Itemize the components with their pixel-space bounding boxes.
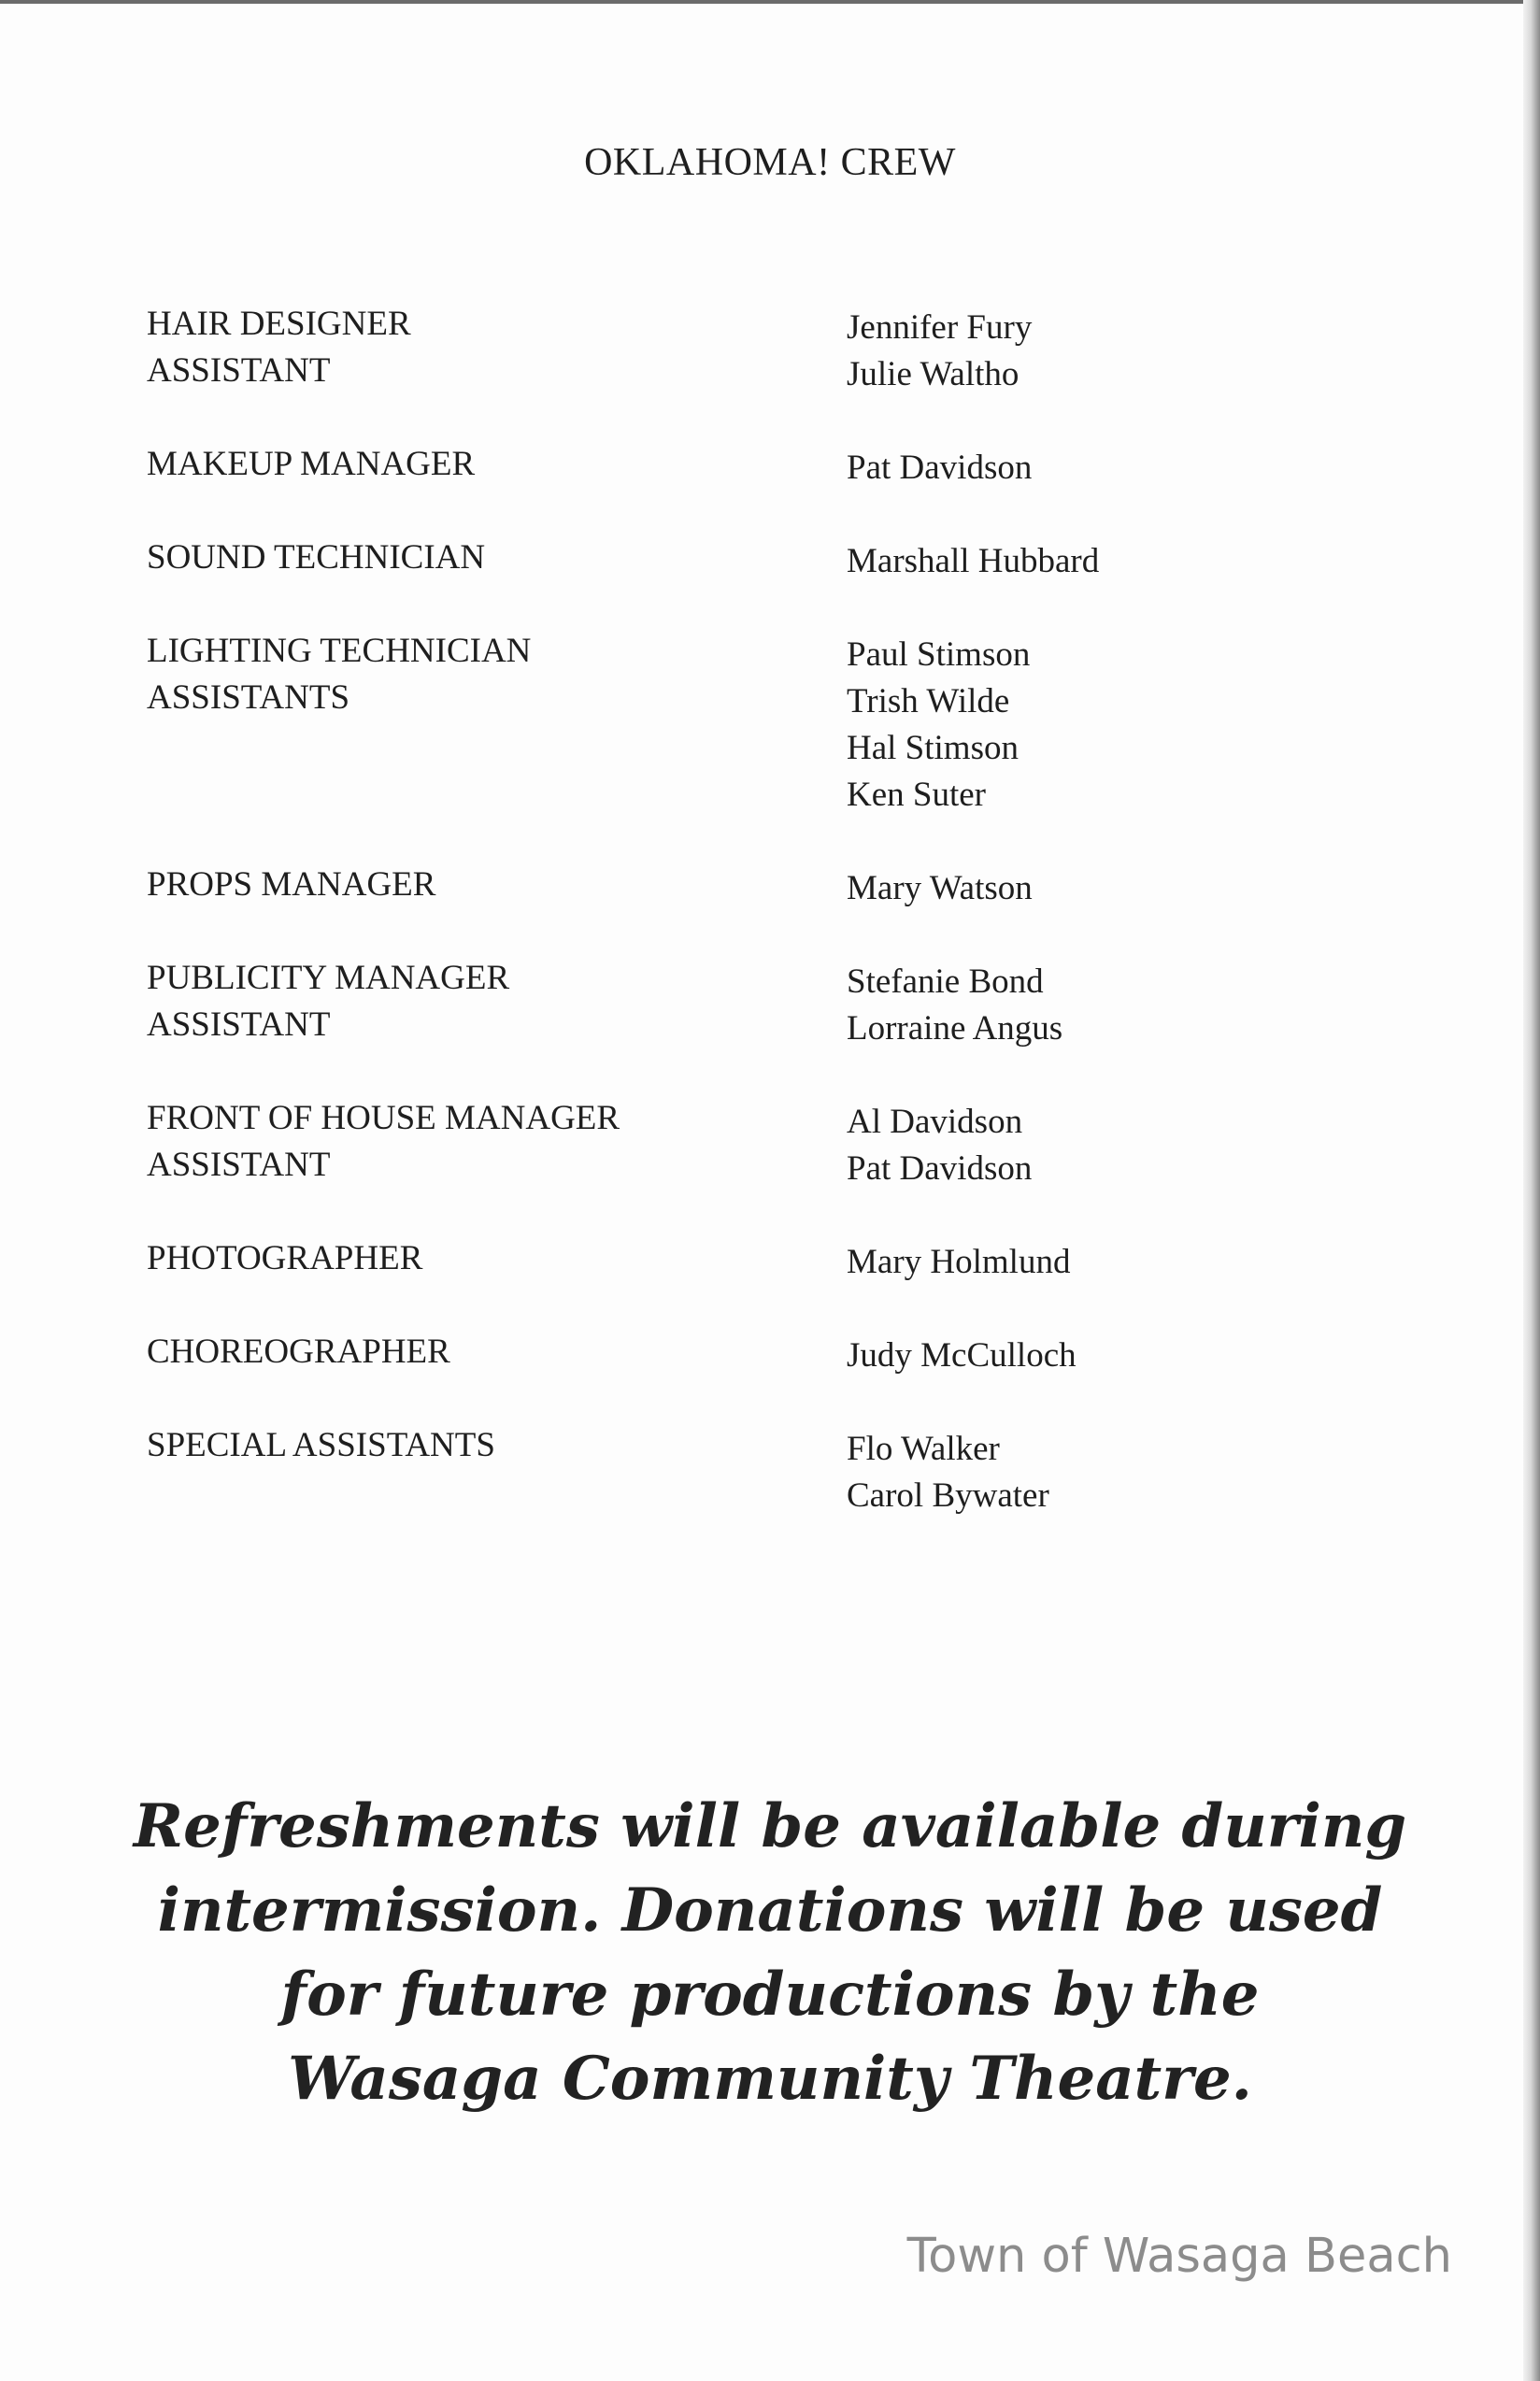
crew-entry [0, 535, 1540, 628]
crew-role: LIGHTING TECHNICIAN ASSISTANTS [147, 632, 532, 717]
crew-entry [0, 1422, 1540, 1562]
crew-role: SPECIAL ASSISTANTS [147, 1426, 495, 1464]
crew-role: PHOTOGRAPHER [147, 1239, 423, 1277]
page-title: OKLAHOMA! CREW [584, 141, 956, 184]
crew-entry [0, 1235, 1540, 1329]
crew-role: SOUND TECHNICIAN [147, 538, 486, 577]
crew-name: Mary Watson [847, 869, 1033, 907]
crew-name: Stefanie Bond Lorraine Angus [847, 962, 1063, 1048]
crew-entry [0, 628, 1540, 862]
crew-entry [0, 441, 1540, 535]
crew-role: CHOREOGRAPHER [147, 1333, 450, 1371]
crew-name: Judy McCulloch [847, 1336, 1077, 1375]
crew-name: Jennifer Fury Julie Waltho [847, 308, 1033, 393]
crew-role: HAIR DESIGNER ASSISTANT [147, 305, 411, 390]
crew-role: PROPS MANAGER [147, 865, 436, 904]
crew-name: Paul Stimson Trish Wilde Hal Stimson Ken Suter [847, 635, 1031, 814]
crew-entry [0, 862, 1540, 955]
page-top-edge [0, 0, 1540, 4]
crew-name: Marshall Hubbard [847, 542, 1100, 580]
crew-role: MAKEUP MANAGER [147, 445, 476, 483]
crew-name: Mary Holmlund [847, 1243, 1071, 1281]
crew-entry [0, 301, 1540, 441]
watermark-text: Town of Wasaga Beach [906, 2229, 1452, 2284]
crew-entry [0, 1329, 1540, 1422]
crew-role: FRONT OF HOUSE MANAGER ASSISTANT [147, 1099, 620, 1184]
crew-role: PUBLICITY MANAGER ASSISTANT [147, 959, 510, 1044]
crew-name: Al Davidson Pat Davidson [847, 1103, 1033, 1188]
crew-name: Pat Davidson [847, 449, 1033, 487]
crew-entry [0, 955, 1540, 1095]
refreshments-notice: Refreshments will be available during intermission. Donations will be used for future productions by the Wasaga Community Theatre. [133, 1791, 1407, 2114]
crew-list [0, 301, 1540, 1562]
crew-entry [0, 1095, 1540, 1235]
crew-name: Flo Walker Carol Bywater [847, 1430, 1049, 1515]
